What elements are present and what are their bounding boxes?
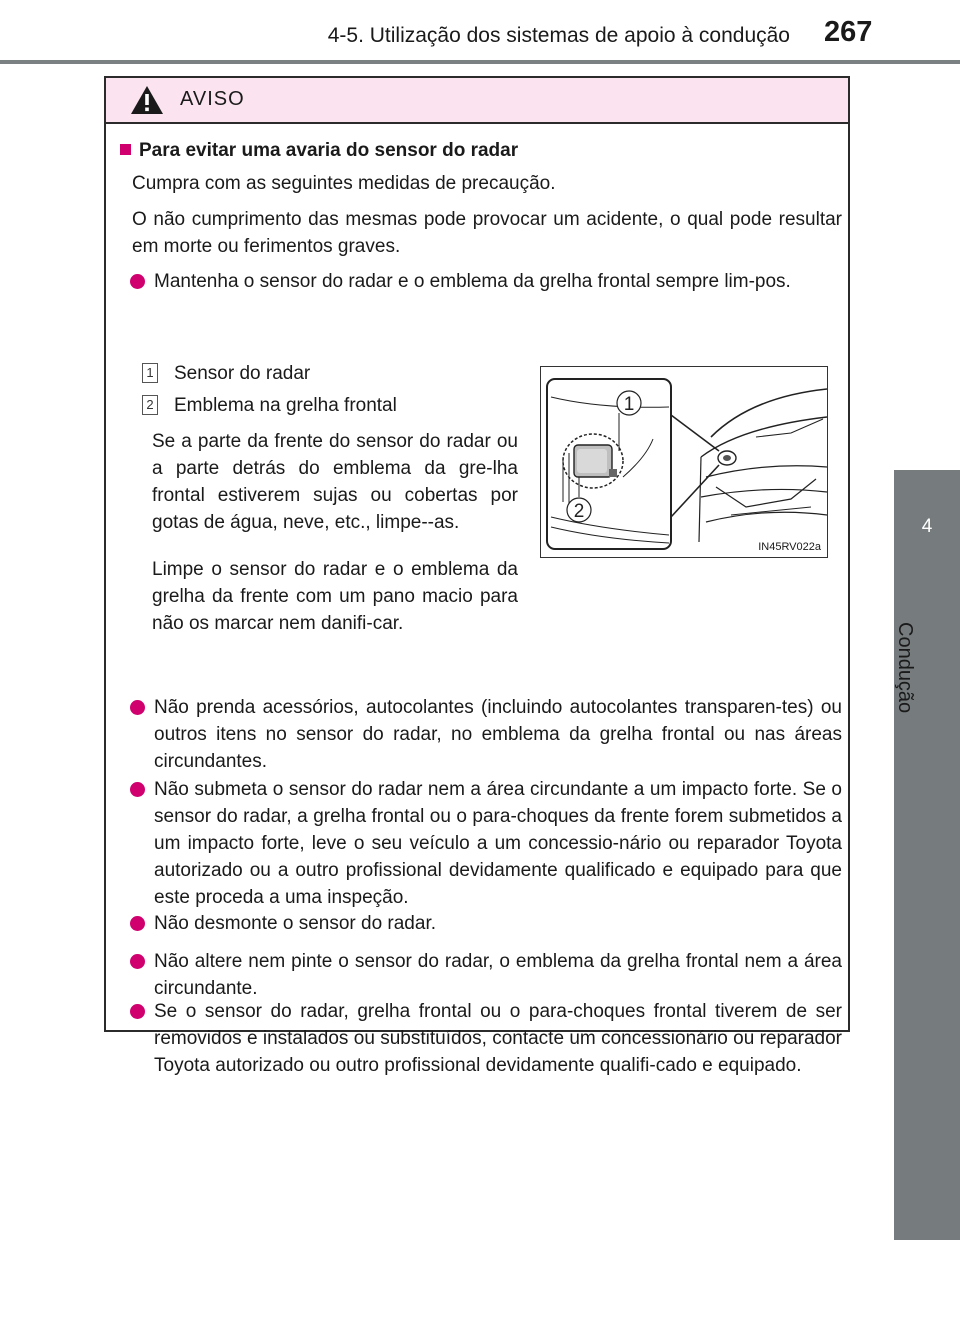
bullet-item [130, 268, 842, 295]
radar-sensor-figure [540, 366, 828, 558]
bullet-text: Se o sensor do radar, grelha frontal ou o para-choques frontal tiverem de ser removidos e instalados ou substituídos, contacte um concessionário ou reparador Toyota autorizado ou outro profissional devidamente qualifi-cado e equipado. [154, 1001, 842, 1076]
callout-item-2 [142, 392, 397, 419]
callout-item-1 [142, 360, 310, 387]
bullet-item [130, 948, 842, 1002]
callout-text-clean: Limpe o sensor do radar e o emblema da grelha da frente com um pano macio para não os marcar nem danifi-car. [152, 559, 518, 634]
bullet-item [130, 776, 842, 911]
page-number: 267 [824, 16, 873, 48]
bullet-item [130, 694, 842, 775]
chapter-tab-label: Condução [894, 622, 916, 714]
intro-text: Cumpra com as seguintes medidas de precaução. [132, 173, 556, 194]
callout-number-badge: 2 [142, 395, 158, 415]
callout-label: Emblema na grelha frontal [174, 395, 397, 416]
callout-label: Sensor do radar [174, 363, 311, 384]
bullet-item [130, 998, 842, 1079]
bullet-text: Não desmonte o sensor do radar. [154, 913, 437, 934]
bullet-dot-icon [130, 954, 145, 969]
header-rule [0, 60, 960, 64]
square-bullet-icon [120, 144, 131, 155]
warning-box [104, 76, 850, 1076]
bullet-item [130, 910, 842, 937]
warning-heading [120, 140, 518, 162]
bullet-dot-icon [130, 274, 145, 289]
warning-header [106, 78, 848, 124]
warning-triangle-icon [130, 85, 164, 115]
bullet-text: Mantenha o sensor do radar e o emblema da grelha frontal sempre lim-pos. [154, 271, 791, 292]
callout-text-dirty: Se a parte da frente do sensor do radar ou a parte detrás do emblema da gre-lha frontal estiverem sujas ou cobertas por gotas de água, neve, etc., limpe--as. [152, 431, 518, 533]
warning-label: AVISO [180, 88, 245, 110]
bullet-dot-icon [130, 782, 145, 797]
figure-caption: IN45RV022a [758, 541, 821, 553]
figure-marker-1: 1 [623, 394, 635, 415]
callout-number-badge: 1 [142, 363, 158, 383]
bullet-text: Não submeta o sensor do radar nem a área circundante a um impacto forte. Se o sensor do radar, a grelha frontal ou o para-choques da frente forem submetidos a um impacto forte, leve o seu veículo a um concessio-nário ou reparador Toyota autorizado ou a outro profissional devidamente qualificado e equipado para que este proceda a uma inspeção. [154, 779, 842, 908]
bullet-text: Não altere nem pinte o sensor do radar, o emblema da grelha frontal nem a área circundante. [154, 951, 842, 999]
bullet-text: Não prenda acessórios, autocolantes (incluindo autocolantes transparen-tes) ou outros itens no sensor do radar, no emblema da grelha frontal ou nas áreas circundantes. [154, 697, 842, 772]
bullet-dot-icon [130, 700, 145, 715]
chapter-tab-number: 4 [894, 470, 960, 590]
figure-marker-2: 2 [573, 501, 585, 522]
car-front-illustration [541, 367, 827, 557]
bullet-dot-icon [130, 916, 145, 931]
consequence-text: O não cumprimento das mesmas pode provocar um acidente, o qual pode resultar em morte ou ferimentos graves. [132, 209, 842, 257]
section-title: 4-5. Utilização dos sistemas de apoio à condução [327, 24, 790, 47]
bullet-dot-icon [130, 1004, 145, 1019]
warning-heading-text: Para evitar uma avaria do sensor do radar [139, 140, 519, 161]
